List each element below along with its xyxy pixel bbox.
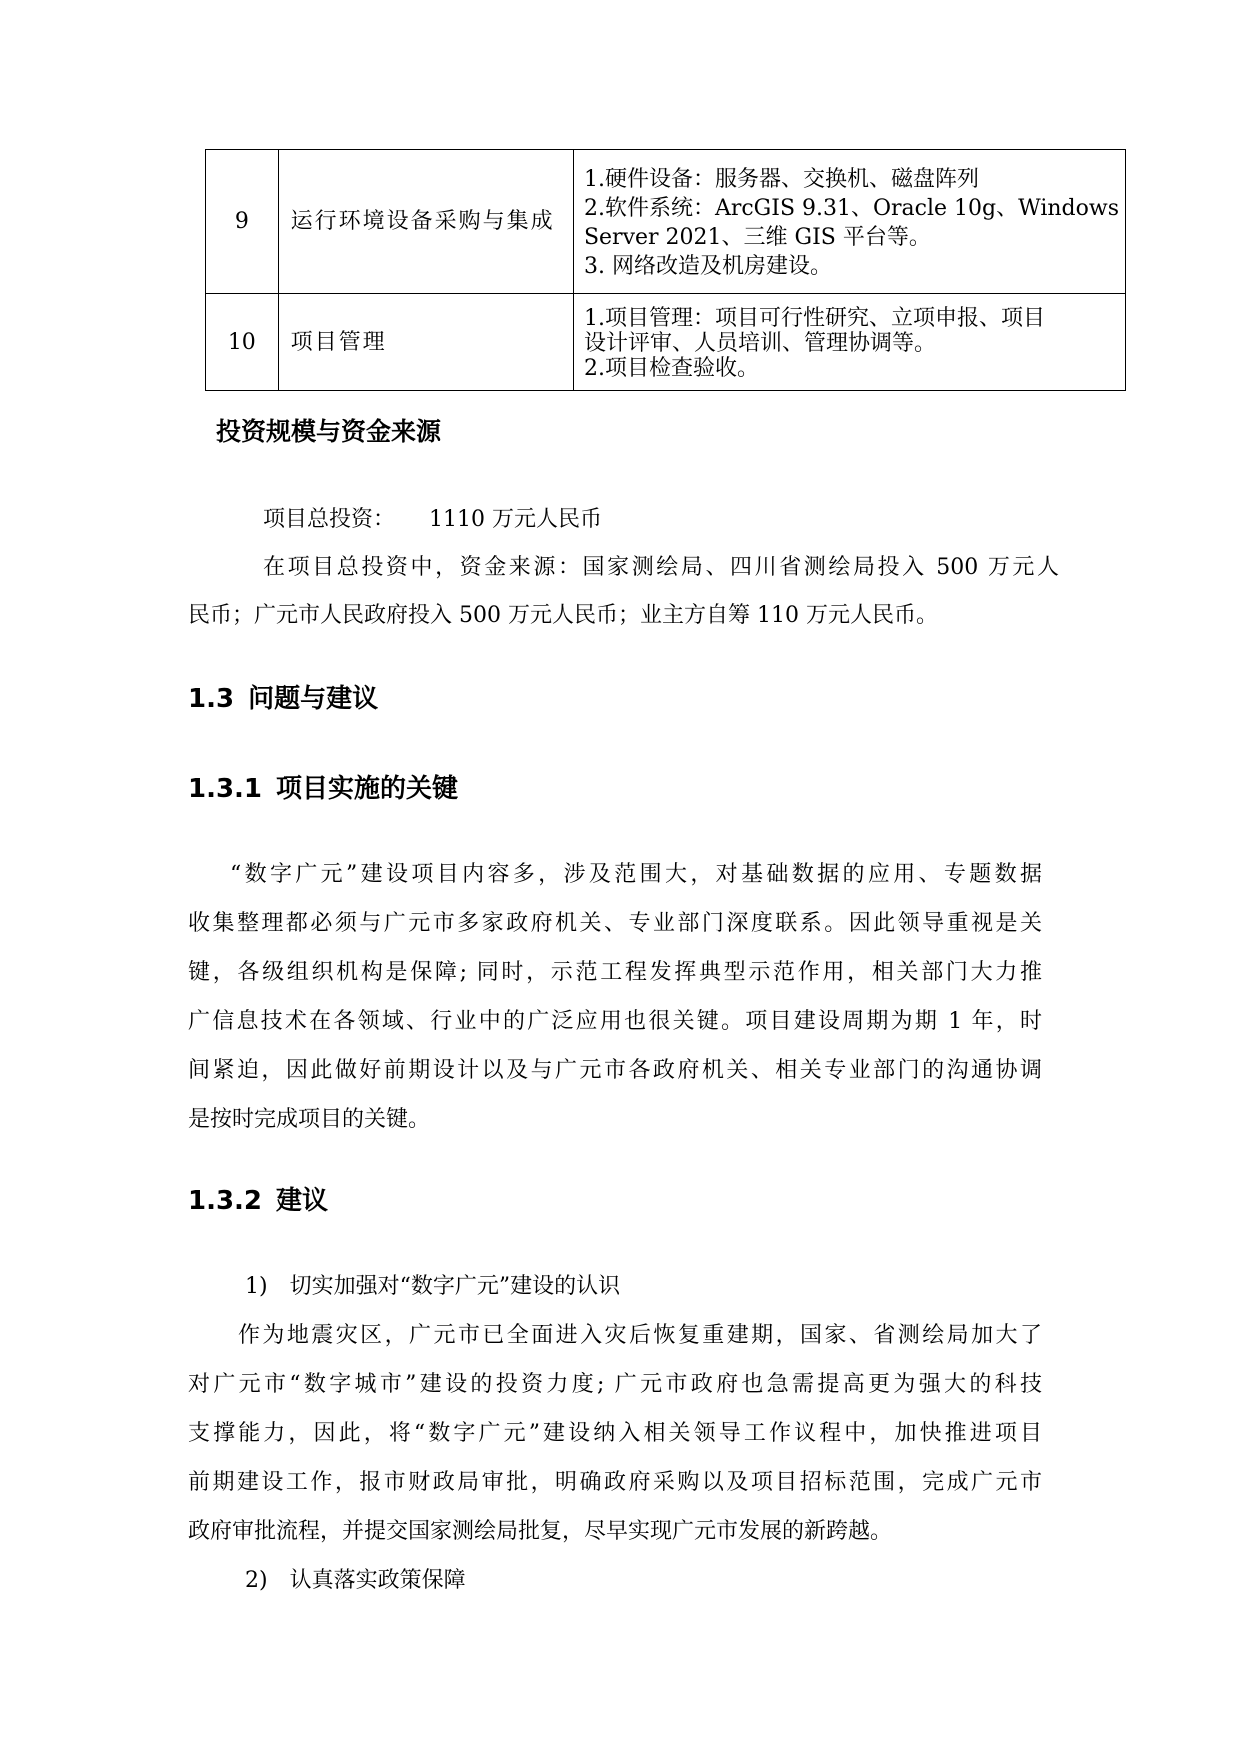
section-number: 1.3.1 (188, 774, 263, 804)
description-line: 设计评审、人员培训、管理协调等。 (583, 330, 936, 356)
paragraph-line: 政府审批流程，并提交国家测绘局批复，尽早实现广元市发展的新跨越。 (188, 1519, 893, 1544)
list-marker: 1) (245, 1274, 268, 1299)
description-line: Server 2021、三维 GIS 平台等。 (583, 224, 931, 250)
section-number: 1.3.2 (188, 1186, 263, 1216)
total-investment-value: 1110 万元人民币 (429, 507, 602, 532)
row-number: 9 (206, 150, 279, 294)
paragraph-line: 作为地震灾区，广元市已全面进入灾后恢复重建期，国家、省测绘局加大了 (238, 1323, 1042, 1348)
paragraph-line: 民币；广元市人民政府投入 500 万元人民币；业主方自筹 110 万元人民币。 (188, 603, 938, 628)
paragraph-line: 间紧迫，因此做好前期设计以及与广元市各政府机关、相关专业部门的沟通协调 (188, 1058, 1042, 1083)
project-content-table (205, 149, 1126, 391)
list-marker: 2) (245, 1568, 268, 1593)
paragraph-line: 是按时完成项目的关键。 (188, 1107, 431, 1132)
section-heading-1-3 (188, 678, 378, 715)
row-description (573, 294, 1125, 391)
paragraph-line: 前期建设工作，报市财政局审批，明确政府采购以及项目招标范围，完成广元市 (188, 1470, 1042, 1495)
investment-heading: 投资规模与资金来源 (216, 417, 442, 446)
table-row (206, 294, 1126, 391)
row-item-name: 项目管理 (278, 294, 573, 391)
paragraph-line: 键，各级组织机构是保障; 同时，示范工程发挥典型示范作用，相关部门大力推 (188, 960, 1042, 985)
list-item-text: 认真落实政策保障 (289, 1568, 466, 1593)
row-number: 10 (206, 294, 279, 391)
total-investment-label: 项目总投资： (263, 507, 396, 532)
description-line: 3. 网络改造及机房建设。 (583, 253, 832, 279)
paragraph-line: 在项目总投资中，资金来源：国家测绘局、四川省测绘局投入 500 万元人 (263, 555, 1059, 580)
total-investment-line (263, 502, 602, 533)
list-item-text: 切实加强对“数字广元”建设的认识 (289, 1274, 621, 1299)
list-item-2 (245, 1563, 466, 1594)
row-item-name: 运行环境设备采购与集成 (278, 150, 573, 294)
section-heading-1-3-1 (188, 768, 458, 805)
row-description (573, 150, 1125, 294)
section-number: 1.3 (188, 684, 235, 714)
list-item-1 (245, 1269, 620, 1300)
section-heading-1-3-2 (188, 1180, 328, 1217)
paragraph-line: 对广元市“数字城市”建设的投资力度; 广元市政府也急需提高更为强大的科技 (188, 1372, 1042, 1397)
section-title: 项目实施的关键 (276, 774, 459, 804)
description-line: 2.项目检查验收。 (583, 355, 759, 381)
description-line: 1.硬件设备：服务器、交换机、磁盘阵列 (583, 166, 979, 192)
paragraph-line: 收集整理都必须与广元市多家政府机关、专业部门深度联系。因此领导重视是关 (188, 911, 1042, 936)
description-line: 2.软件系统：ArcGIS 9.31、Oracle 10g、Windows (583, 195, 1119, 221)
section-title: 建议 (276, 1186, 329, 1216)
section-title: 问题与建议 (248, 684, 379, 714)
table-row (206, 150, 1126, 294)
paragraph-line: “数字广元”建设项目内容多，涉及范围大，对基础数据的应用、专题数据 (230, 862, 1042, 887)
paragraph-line: 广信息技术在各领域、行业中的广泛应用也很关键。项目建设周期为期 1 年，时 (188, 1009, 1042, 1034)
paragraph-line: 支撑能力，因此，将“数字广元”建设纳入相关领导工作议程中，加快推进项目 (188, 1421, 1042, 1446)
description-line: 1.项目管理：项目可行性研究、立项申报、项目 (583, 305, 1045, 331)
